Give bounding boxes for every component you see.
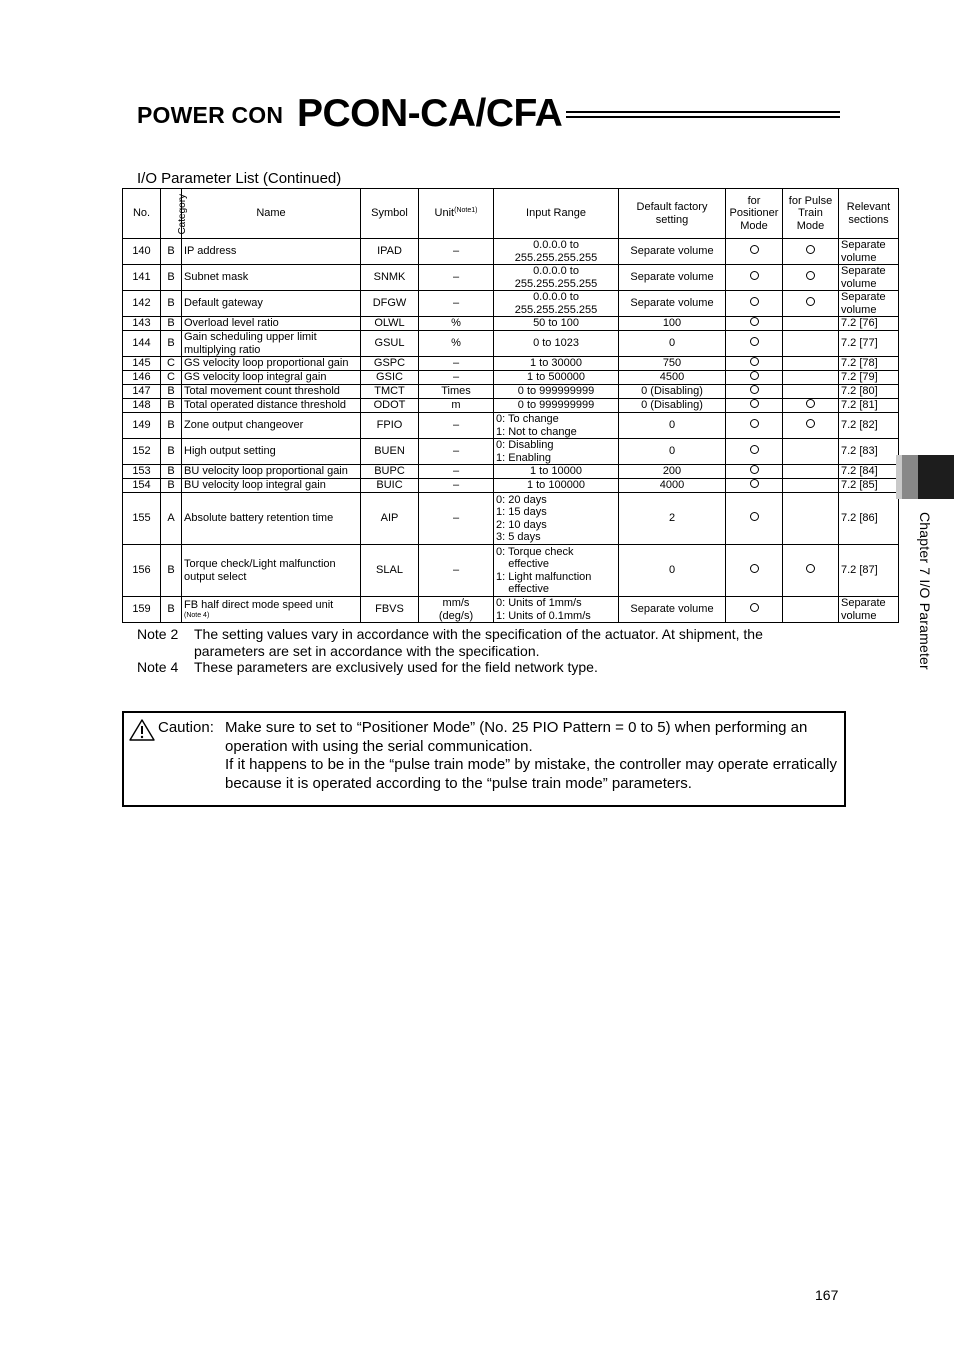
cell-relevant: 7.2 [82]: [839, 413, 899, 439]
table-row: [123, 413, 899, 439]
header-default: Default factory setting: [619, 189, 726, 239]
cell-default: 2: [619, 493, 726, 545]
cell-symbol: IPAD: [361, 239, 419, 265]
table-row: [123, 545, 899, 597]
cell-unit: m: [419, 399, 494, 413]
cell-unit: %: [419, 317, 494, 331]
table-row: [123, 291, 899, 317]
table-row: [123, 357, 899, 371]
cell-pulse: [783, 479, 839, 493]
header-rule-bottom: [566, 116, 840, 118]
cell-input-range: 0 to 1023: [494, 331, 619, 357]
caution-label: Caution:: [158, 719, 214, 736]
cell-name: Default gateway: [182, 291, 361, 317]
cell-symbol: SLAL: [361, 545, 419, 597]
circle-mark-icon: [750, 512, 759, 521]
note-text: The setting values vary in accordance with the specification of the actuator. At shipment, the parameters are set in accordance with the specification.: [194, 626, 763, 659]
cell-relevant: 7.2 [78]: [839, 357, 899, 371]
cell-category: B: [161, 479, 182, 493]
table-row: [123, 439, 899, 465]
cell-positioner: [726, 439, 783, 465]
header-unit-label: Unit: [434, 207, 455, 220]
cell-input-range: 1 to 30000: [494, 357, 619, 371]
cell-unit: Times: [419, 385, 494, 399]
table-row: [123, 493, 899, 545]
table-row: [123, 465, 899, 479]
cell-symbol: BUEN: [361, 439, 419, 465]
cell-positioner: [726, 357, 783, 371]
cell-input-range: 0 to 999999999: [494, 399, 619, 413]
cell-no: 144: [123, 331, 161, 357]
cell-positioner: [726, 371, 783, 385]
cell-category: B: [161, 597, 182, 623]
circle-mark-icon: [750, 445, 759, 454]
cell-positioner: [726, 239, 783, 265]
cell-name: Total movement count threshold: [182, 385, 361, 399]
cell-input-range: 0 to 999999999: [494, 385, 619, 399]
header-positioner: for Positioner Mode: [726, 189, 783, 239]
cell-category: B: [161, 331, 182, 357]
cell-positioner: [726, 479, 783, 493]
brand-large: PCON-CA/CFA: [297, 92, 563, 135]
cell-name: Torque check/Light malfunction output select: [182, 545, 361, 597]
cell-unit: –: [419, 413, 494, 439]
cell-symbol: GSUL: [361, 331, 419, 357]
cell-input-range: 0: Torque check effective 1: Light malfunction effective: [494, 545, 619, 597]
cell-name: High output setting: [182, 439, 361, 465]
header-unit-note: (Note1): [454, 207, 478, 215]
cell-category: B: [161, 265, 182, 291]
cell-relevant: 7.2 [81]: [839, 399, 899, 413]
cell-input-range: 0: Disabling 1: Enabling: [494, 439, 619, 465]
cell-pulse: [783, 413, 839, 439]
cell-category: B: [161, 399, 182, 413]
header-unit: [419, 189, 494, 239]
cell-relevant: 7.2 [87]: [839, 545, 899, 597]
cell-positioner: [726, 291, 783, 317]
cell-no: 148: [123, 399, 161, 413]
cell-category: A: [161, 493, 182, 545]
cell-pulse: [783, 465, 839, 479]
cell-positioner: [726, 465, 783, 479]
cell-relevant: Separate volume: [839, 597, 899, 623]
circle-mark-icon: [806, 297, 815, 306]
cell-pulse: [783, 291, 839, 317]
cell-unit: %: [419, 331, 494, 357]
cell-default: Separate volume: [619, 265, 726, 291]
cell-category: B: [161, 545, 182, 597]
cell-symbol: OLWL: [361, 317, 419, 331]
caution-box: [122, 711, 846, 807]
cell-default: 200: [619, 465, 726, 479]
warning-triangle-icon: [129, 719, 155, 741]
cell-symbol: FBVS: [361, 597, 419, 623]
cell-input-range: 1 to 100000: [494, 479, 619, 493]
cell-symbol: BUIC: [361, 479, 419, 493]
cell-name: Subnet mask: [182, 265, 361, 291]
cell-relevant: 7.2 [86]: [839, 493, 899, 545]
cell-input-range: 0: To change 1: Not to change: [494, 413, 619, 439]
cell-default: 4000: [619, 479, 726, 493]
circle-mark-icon: [750, 419, 759, 428]
cell-name: BU velocity loop proportional gain: [182, 465, 361, 479]
table-row: [123, 317, 899, 331]
cell-pulse: [783, 597, 839, 623]
cell-positioner: [726, 331, 783, 357]
cell-unit: –: [419, 439, 494, 465]
table-row: [123, 331, 899, 357]
cell-pulse: [783, 317, 839, 331]
circle-mark-icon: [750, 399, 759, 408]
cell-pulse: [783, 399, 839, 413]
cell-relevant: 7.2 [79]: [839, 371, 899, 385]
header-relevant: Relevant sections: [839, 189, 899, 239]
cell-unit: –: [419, 371, 494, 385]
cell-default: 0: [619, 413, 726, 439]
cell-pulse: [783, 439, 839, 465]
cell-unit: –: [419, 465, 494, 479]
cell-name: IP address: [182, 239, 361, 265]
cell-no: 156: [123, 545, 161, 597]
cell-positioner: [726, 265, 783, 291]
cell-input-range: 0.0.0.0 to 255.255.255.255: [494, 291, 619, 317]
cell-default: 4500: [619, 371, 726, 385]
cell-pulse: [783, 493, 839, 545]
cell-symbol: FPIO: [361, 413, 419, 439]
cell-positioner: [726, 493, 783, 545]
cell-no: 140: [123, 239, 161, 265]
cell-positioner: [726, 597, 783, 623]
cell-name: GS velocity loop proportional gain: [182, 357, 361, 371]
cell-no: 153: [123, 465, 161, 479]
circle-mark-icon: [750, 337, 759, 346]
cell-input-range: 0.0.0.0 to 255.255.255.255: [494, 265, 619, 291]
cell-positioner: [726, 413, 783, 439]
circle-mark-icon: [750, 357, 759, 366]
cell-default: Separate volume: [619, 597, 726, 623]
cell-input-range: 0.0.0.0 to 255.255.255.255: [494, 239, 619, 265]
table-body: [123, 239, 899, 623]
cell-unit: –: [419, 357, 494, 371]
cell-no: 155: [123, 493, 161, 545]
note-text: These parameters are exclusively used for the field network type.: [194, 659, 598, 675]
circle-mark-icon: [750, 385, 759, 394]
cell-no: 159: [123, 597, 161, 623]
chapter-side-label: Chapter 7 I/O Parameter: [917, 512, 933, 670]
page-number: 167: [815, 1287, 839, 1303]
cell-name: GS velocity loop integral gain: [182, 371, 361, 385]
table-row: [123, 239, 899, 265]
circle-mark-icon: [750, 465, 759, 474]
cell-name: Zone output changeover: [182, 413, 361, 439]
table-row: [123, 265, 899, 291]
cell-name: Total operated distance threshold: [182, 399, 361, 413]
section-title: I/O Parameter List (Continued): [137, 170, 342, 187]
cell-symbol: ODOT: [361, 399, 419, 413]
circle-mark-icon: [806, 419, 815, 428]
circle-mark-icon: [750, 271, 759, 280]
cell-name: BU velocity loop integral gain: [182, 479, 361, 493]
cell-default: 0: [619, 545, 726, 597]
cell-no: 142: [123, 291, 161, 317]
table-row: [123, 371, 899, 385]
brand-small: POWER CON: [137, 102, 284, 128]
cell-input-range: 0: Units of 1mm/s 1: Units of 0.1mm/s: [494, 597, 619, 623]
cell-no: 147: [123, 385, 161, 399]
cell-positioner: [726, 399, 783, 413]
header-input-range: Input Range: [494, 189, 619, 239]
circle-mark-icon: [750, 479, 759, 488]
caution-line-1: Make sure to set to “Positioner Mode” (No. 25 PIO Pattern = 0 to 5) when performing an operation with using the serial communication.: [225, 719, 808, 755]
cell-unit: –: [419, 493, 494, 545]
cell-symbol: GSIC: [361, 371, 419, 385]
caution-text: [225, 719, 837, 793]
circle-mark-icon: [750, 297, 759, 306]
table-row: [123, 385, 899, 399]
cell-category: B: [161, 413, 182, 439]
cell-no: 141: [123, 265, 161, 291]
cell-category: B: [161, 439, 182, 465]
cell-positioner: [726, 545, 783, 597]
circle-mark-icon: [806, 245, 815, 254]
cell-input-range: 1 to 10000: [494, 465, 619, 479]
cell-relevant: 7.2 [80]: [839, 385, 899, 399]
cell-default: Separate volume: [619, 291, 726, 317]
cell-category: B: [161, 385, 182, 399]
cell-name: Gain scheduling upper limit multiplying ratio: [182, 331, 361, 357]
cell-pulse: [783, 371, 839, 385]
header-category-label: Category: [177, 193, 189, 235]
cell-default: 100: [619, 317, 726, 331]
cell-relevant: 7.2 [77]: [839, 331, 899, 357]
cell-symbol: GSPC: [361, 357, 419, 371]
cell-category: C: [161, 371, 182, 385]
cell-name: Overload level ratio: [182, 317, 361, 331]
cell-pulse: [783, 385, 839, 399]
circle-mark-icon: [750, 371, 759, 380]
note-2: [137, 626, 794, 659]
circle-mark-icon: [750, 564, 759, 573]
io-parameter-table: [122, 188, 899, 623]
cell-positioner: [726, 385, 783, 399]
circle-mark-icon: [806, 399, 815, 408]
cell-no: 145: [123, 357, 161, 371]
cell-relevant: Separate volume: [839, 239, 899, 265]
cell-name-text: FB half direct mode speed unit: [184, 599, 334, 612]
cell-pulse: [783, 239, 839, 265]
cell-input-range: 50 to 100: [494, 317, 619, 331]
cell-input-range: 1 to 500000: [494, 371, 619, 385]
header-category: [161, 189, 189, 239]
cell-name-note: (Note 4): [184, 611, 210, 619]
circle-mark-icon: [750, 603, 759, 612]
table-header-row: [123, 189, 899, 239]
cell-default: Separate volume: [619, 239, 726, 265]
cell-pulse: [783, 265, 839, 291]
cell-relevant: Separate volume: [839, 265, 899, 291]
cell-relevant: 7.2 [83]: [839, 439, 899, 465]
cell-no: 149: [123, 413, 161, 439]
cell-no: 152: [123, 439, 161, 465]
note-label: Note 4: [137, 659, 179, 675]
cell-positioner: [726, 317, 783, 331]
cell-default: 750: [619, 357, 726, 371]
cell-symbol: BUPC: [361, 465, 419, 479]
cell-default: 0 (Disabling): [619, 399, 726, 413]
cell-input-range: 0: 20 days 1: 15 days 2: 10 days 3: 5 days: [494, 493, 619, 545]
cell-no: 146: [123, 371, 161, 385]
cell-symbol: AIP: [361, 493, 419, 545]
cell-pulse: [783, 357, 839, 371]
table-row: [123, 399, 899, 413]
header-pulse: for Pulse Train Mode: [783, 189, 839, 239]
cell-category: C: [161, 357, 182, 371]
cell-unit: –: [419, 239, 494, 265]
cell-default: 0 (Disabling): [619, 385, 726, 399]
cell-unit: –: [419, 545, 494, 597]
cell-default: 0: [619, 331, 726, 357]
circle-mark-icon: [806, 271, 815, 280]
table-row: [123, 597, 899, 623]
circle-mark-icon: [750, 317, 759, 326]
header-rule-top: [566, 111, 840, 113]
cell-relevant: 7.2 [84]: [839, 465, 899, 479]
caution-line-2: If it happens to be in the “pulse train mode” by mistake, the controller may operate erratically because it is operated according to the “pulse train mode” parameters.: [225, 756, 837, 792]
header-symbol: Symbol: [361, 189, 419, 239]
cell-name: Absolute battery retention time: [182, 493, 361, 545]
cell-name: [182, 597, 361, 623]
cell-symbol: TMCT: [361, 385, 419, 399]
cell-relevant: 7.2 [85]: [839, 479, 899, 493]
cell-symbol: DFGW: [361, 291, 419, 317]
note-4: [137, 659, 794, 676]
circle-mark-icon: [750, 245, 759, 254]
cell-default: 0: [619, 439, 726, 465]
header-name: Name: [182, 189, 361, 239]
cell-unit: –: [419, 265, 494, 291]
cell-pulse: [783, 331, 839, 357]
cell-unit: –: [419, 291, 494, 317]
cell-category: B: [161, 317, 182, 331]
header-no: No.: [123, 189, 161, 239]
note-label: Note 2: [137, 626, 179, 642]
cell-no: 154: [123, 479, 161, 493]
chapter-tab-light: [896, 455, 902, 499]
notes: [137, 626, 794, 676]
cell-no: 143: [123, 317, 161, 331]
cell-pulse: [783, 545, 839, 597]
cell-relevant: Separate volume: [839, 291, 899, 317]
cell-relevant: 7.2 [76]: [839, 317, 899, 331]
table-row: [123, 479, 899, 493]
cell-category: B: [161, 239, 182, 265]
circle-mark-icon: [806, 564, 815, 573]
cell-symbol: SNMK: [361, 265, 419, 291]
chapter-tab-black: [918, 455, 954, 499]
cell-category: B: [161, 291, 182, 317]
cell-category: B: [161, 465, 182, 479]
cell-unit: mm/s (deg/s): [419, 597, 494, 623]
cell-unit: –: [419, 479, 494, 493]
